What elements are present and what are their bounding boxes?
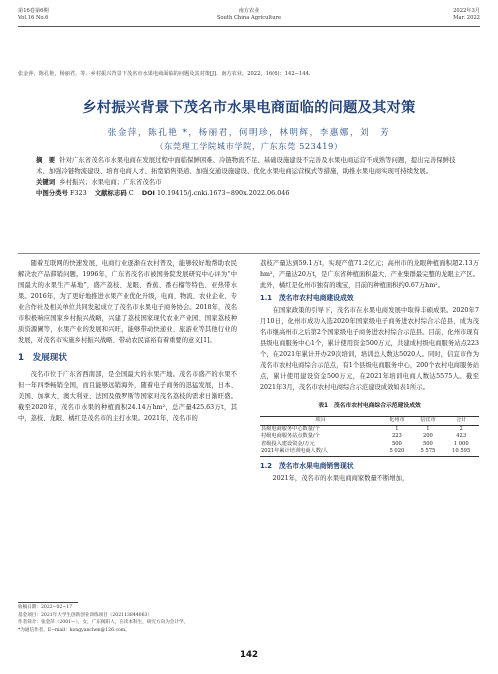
journal-name-cn: 南方农业: [238, 8, 260, 14]
table-header-row: [260, 417, 479, 426]
citation-line: 张金萍，陈孔艳，杨丽君，等．乡村振兴背景下茂名市水果电商面临的问题及其对策[J]．南方农业，2022，16(6)：142−144.: [18, 71, 311, 77]
section-1-1-paragraph: 在国家政策的引导下，茂名市在水果电商发展中取得丰硕成果。2020年7月10日，化州市成功入选2020年国家级电子商务进农村综合示范县，成为茂名市继高州市之后第2个国家级电子商务进农村综合示范县。目前，化州市现有县级电商服务中心1个，累计使用资金500万元，共建成村级电商服务站点223个，在2021年累计开办29次培训，培训总人数达5020人。同时，信宜市作为茂名市农村电商综合示范点，有1个县级电商服务中心，200个农村电商服务站点，累计使用建设资金500万元，在2021年培训电商人数达5575人。截至2021年3月，茂名市农村电商综合示范建设成效如表1所示。: [260, 307, 479, 391]
cls-value: F323: [70, 189, 87, 197]
continued-paragraph: 荔枝产量达到59.1万t，实现产值71.2亿元；高州市的龙眼种植面积超2.13万hm²，产量达20万t，是广东省种植面积最大、产业集群最完整的龙眼主产区。此外，橘红是化州市独有的瑰宝，目前的种植面积约0.67万hm²。: [260, 260, 479, 289]
table-header-total: 合计: [443, 417, 479, 426]
date-cn: 2022年3月: [453, 8, 480, 14]
table-header-xinyi: 信宜市: [412, 417, 443, 426]
table-cell: 村级电商服务站点数量/个: [261, 433, 320, 440]
table-cell: 2021年累计培训电商人数/人: [260, 448, 381, 456]
table-1-caption: 表1 茂名市农村电商综合示范建设成效: [318, 403, 421, 409]
section-1-2-paragraph: 2021年，茂名市的水果电商商家数量不断增加，: [272, 474, 409, 482]
intro-paragraph: 随着互联网的快速发展，电商行业逐渐在农村普及，能够较好地帮助农民解决农产品滞销问题。1996年，广东省茂名市被国务院发展研究中心评为“中国最大的水果生产基地”，盛产荔枝、龙眼、香蕉、番石榴等特色、亚热带水果。2016年，为了更好地推进水果产业优化升级，电商、物流、农业企业、专业合作社及相关单位共同发起成立了茂名市水果电子商务协会。2018年，茂名市积极响应国家乡村振兴战略，兴建了荔枝国家现代农业产业园、国家荔枝种质资源圃等，水果产业的发展和兴旺，能够带动快递业、旅游业等其他行业的发展，对茂名市实施乡村振兴战略、带动农民富裕有着重要的意义[1]。: [18, 260, 237, 344]
footnote-divider: [18, 602, 78, 603]
volume-en: Vol.16 No.6: [18, 15, 49, 21]
abstract-divider: [18, 253, 480, 254]
doi-value: 10.19415/j.cnki.1673−890x.2022.06.046: [156, 189, 290, 197]
table-row: [260, 433, 479, 441]
doc-code-label: 文献标志码: [94, 189, 127, 197]
section-1-2-heading: 1.2 茂名市水果电商销售现状: [260, 461, 354, 470]
table-cell: 10 595: [443, 448, 479, 456]
section-1-1-heading: 1.1 茂名市农村电商建设成效: [260, 294, 354, 302]
author-list: 张金萍，陈孔艳 *，杨丽君，何明珍，林明辉，李惠娜，刘 芳: [107, 128, 391, 138]
table-cell: 1 000: [453, 440, 469, 447]
table-cell: 5 575: [412, 448, 443, 456]
table-row: [260, 448, 479, 456]
right-column: [260, 258, 479, 484]
table-header-item: 项目: [260, 417, 381, 426]
footnote-author: 作者简介：张金萍（2001—），女，广东揭阳人，在读本科生，研究方向为会计学。: [18, 620, 189, 626]
abstract-label: 摘 要: [36, 156, 56, 164]
journal-date: [453, 8, 480, 22]
abstract-block: [36, 155, 462, 199]
date-en: Mar. 2022: [453, 15, 480, 21]
header-divider: [18, 26, 480, 27]
keywords-label: 关键词: [36, 178, 56, 186]
section-1-heading: 1 发展现状: [18, 353, 67, 363]
table-cell: 1: [395, 425, 399, 432]
article-title: 乡村振兴背景下茂名市水果电商面临的问题及其对策: [82, 100, 416, 116]
affiliation: （东莞理工学院城市学院，广东东莞 523419）: [155, 141, 343, 151]
doi-label: DOI: [141, 189, 155, 197]
table-cell: 5 020: [381, 448, 412, 456]
keywords-text: 乡村振兴；水果电商；广东省茂名市: [59, 178, 162, 186]
page-number: 142: [240, 650, 258, 660]
footnote-fund: 基金项目：2021年大学生创新创业训练项目（202113844063）: [18, 612, 153, 618]
cls-label: 中图分类号: [36, 189, 68, 197]
volume-cn: 第16卷第6期: [18, 8, 49, 14]
table-cell: 2: [459, 425, 463, 432]
section-1-paragraph: 茂名市位于广东省西南部，是全国最大的水果产地。茂名市盛产的水果不但一年四季畅销全国，而且能够远销海外，随着电子商务的迅猛发展，日本、美国、加拿大、澳大利亚、法国及俄罗斯等国家对茂名荔枝的需求日渐旺盛。截至2020年，茂名市水果的种植面积24.14万hm²，总产量425.63万t，其中，荔枝、龙眼、橘红是茂名市的主打水果。2021年，茂名市的: [18, 371, 237, 422]
table-cell: 500: [422, 440, 433, 447]
footnotes: [18, 604, 237, 634]
table-cell: 223: [391, 433, 402, 440]
table-cell: 1: [426, 425, 430, 432]
keywords: [36, 177, 462, 188]
table-cell: 423: [456, 433, 467, 440]
table-cell: 县级电商服务中心数量/个: [261, 425, 320, 432]
abstract-text: 针对广东省茂名市水果电商在发展过程中面临保鲜困难、冷链物流不足、基础设施建设不完善及水果电商运营不成熟等问题，提出完善保鲜技术、加强冷链物流建设、培育电商人才、拓宽销售渠道、加强交通设施建设、优化水果电商运营模式等措施，助推水果电商实现可持续发展。: [36, 156, 456, 175]
footnote-received: 收稿日期：2022−02−17: [18, 605, 73, 610]
table-cell: 200: [422, 433, 433, 440]
journal-name: [18, 8, 480, 22]
doc-code-value: C: [128, 189, 134, 197]
footnote-corresponding: *为通信作者，E−mail：kongyanchen@126.com。: [18, 627, 130, 633]
abstract: [36, 155, 462, 177]
journal-name-en: South China Agriculture: [216, 15, 282, 21]
table-cell: 500: [391, 440, 402, 447]
table-1: [260, 416, 479, 457]
table-header-huazhou: 化州市: [381, 417, 412, 426]
table-cell: 省级投入建设资金/万元: [261, 440, 315, 447]
table-row: [260, 425, 479, 433]
classification-line: [36, 188, 462, 199]
left-column: [18, 258, 237, 424]
